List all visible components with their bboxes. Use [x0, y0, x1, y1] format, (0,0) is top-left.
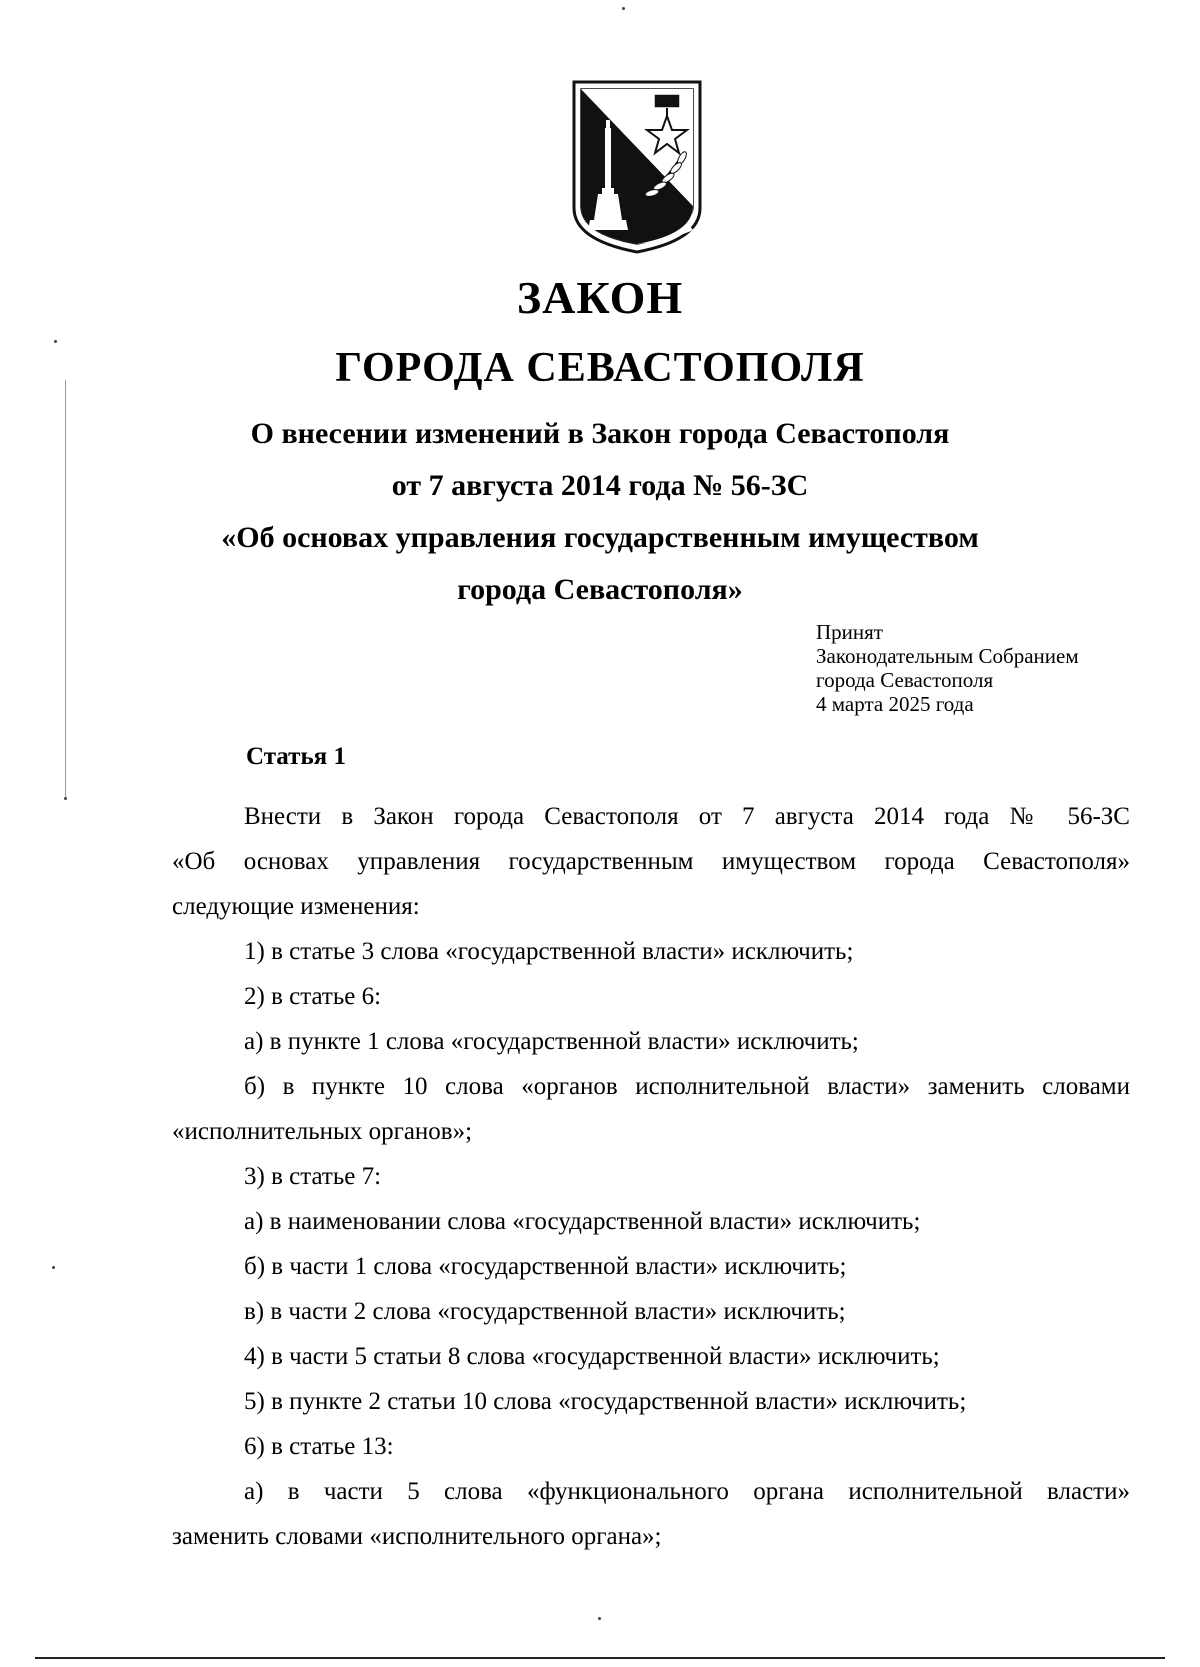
article-line: следующие изменения: — [172, 893, 420, 920]
issuer-title: ГОРОДА СЕВАСТОПОЛЯ — [335, 345, 865, 391]
law-subtitle-line: «Об основах управления государственным имуществом — [221, 521, 979, 554]
article-line: заменить словами «исполнительного органа»; — [172, 1523, 662, 1550]
scan-artifact-dot — [622, 7, 625, 10]
article-line: б) в части 1 слова «государственной власти» исключить; — [244, 1253, 847, 1280]
article-line: «Об основах управления государственным имуществом города Севастополя» — [172, 848, 1130, 875]
article-line: 4) в части 5 статьи 8 слова «государственной власти» исключить; — [244, 1343, 940, 1370]
adoption-note-line: Принят — [816, 620, 883, 644]
article-line: 3) в статье 7: — [244, 1163, 382, 1190]
article-line: 5) в пункте 2 статьи 10 слова «государственной власти» исключить; — [244, 1388, 967, 1415]
adoption-date: 4 марта 2025 года — [816, 692, 974, 716]
article-line: а) в части 5 слова «функционального органа исполнительной власти» — [244, 1478, 1130, 1505]
law-subtitle-line: от 7 августа 2014 года № 56-ЗС — [391, 469, 809, 502]
scan-artifact-dot — [64, 797, 67, 800]
adoption-note — [816, 620, 1079, 716]
scan-artifact-dot — [52, 1266, 55, 1269]
article-line: «исполнительных органов»; — [172, 1118, 473, 1145]
article-line: б) в пункте 10 слова «органов исполнительной власти» заменить словами — [244, 1073, 1130, 1100]
law-subtitle-line: города Севастополя» — [457, 573, 743, 606]
law-subtitle-line: О внесении изменений в Закон города Севастополя — [250, 417, 950, 450]
article-line: 2) в статье 6: — [244, 983, 382, 1010]
article-title: Статья 1 — [246, 743, 346, 770]
scan-artifact-dot — [598, 1617, 601, 1620]
scan-artifact-line — [65, 380, 66, 800]
scan-artifact-dot — [54, 340, 57, 343]
article-line: 1) в статье 3 слова «государственной власти» исключить; — [244, 938, 854, 965]
document-type-title: ЗАКОН — [516, 272, 684, 323]
sevastopol-coat-of-arms-icon — [572, 80, 702, 255]
article-line: в) в части 2 слова «государственной власти» исключить; — [244, 1298, 846, 1325]
page-bottom-edge — [35, 1657, 1165, 1659]
article-line: 6) в статье 13: — [244, 1433, 394, 1460]
adoption-note-line: города Севастополя — [816, 668, 994, 692]
article-line: а) в наименовании слова «государственной власти» исключить; — [244, 1208, 921, 1235]
article-line: Внести в Закон города Севастополя от 7 августа 2014 года № 56-ЗС — [244, 803, 1130, 830]
adoption-note-line: Законодательным Собранием — [816, 644, 1079, 668]
article-line: а) в пункте 1 слова «государственной власти» исключить; — [244, 1028, 859, 1055]
